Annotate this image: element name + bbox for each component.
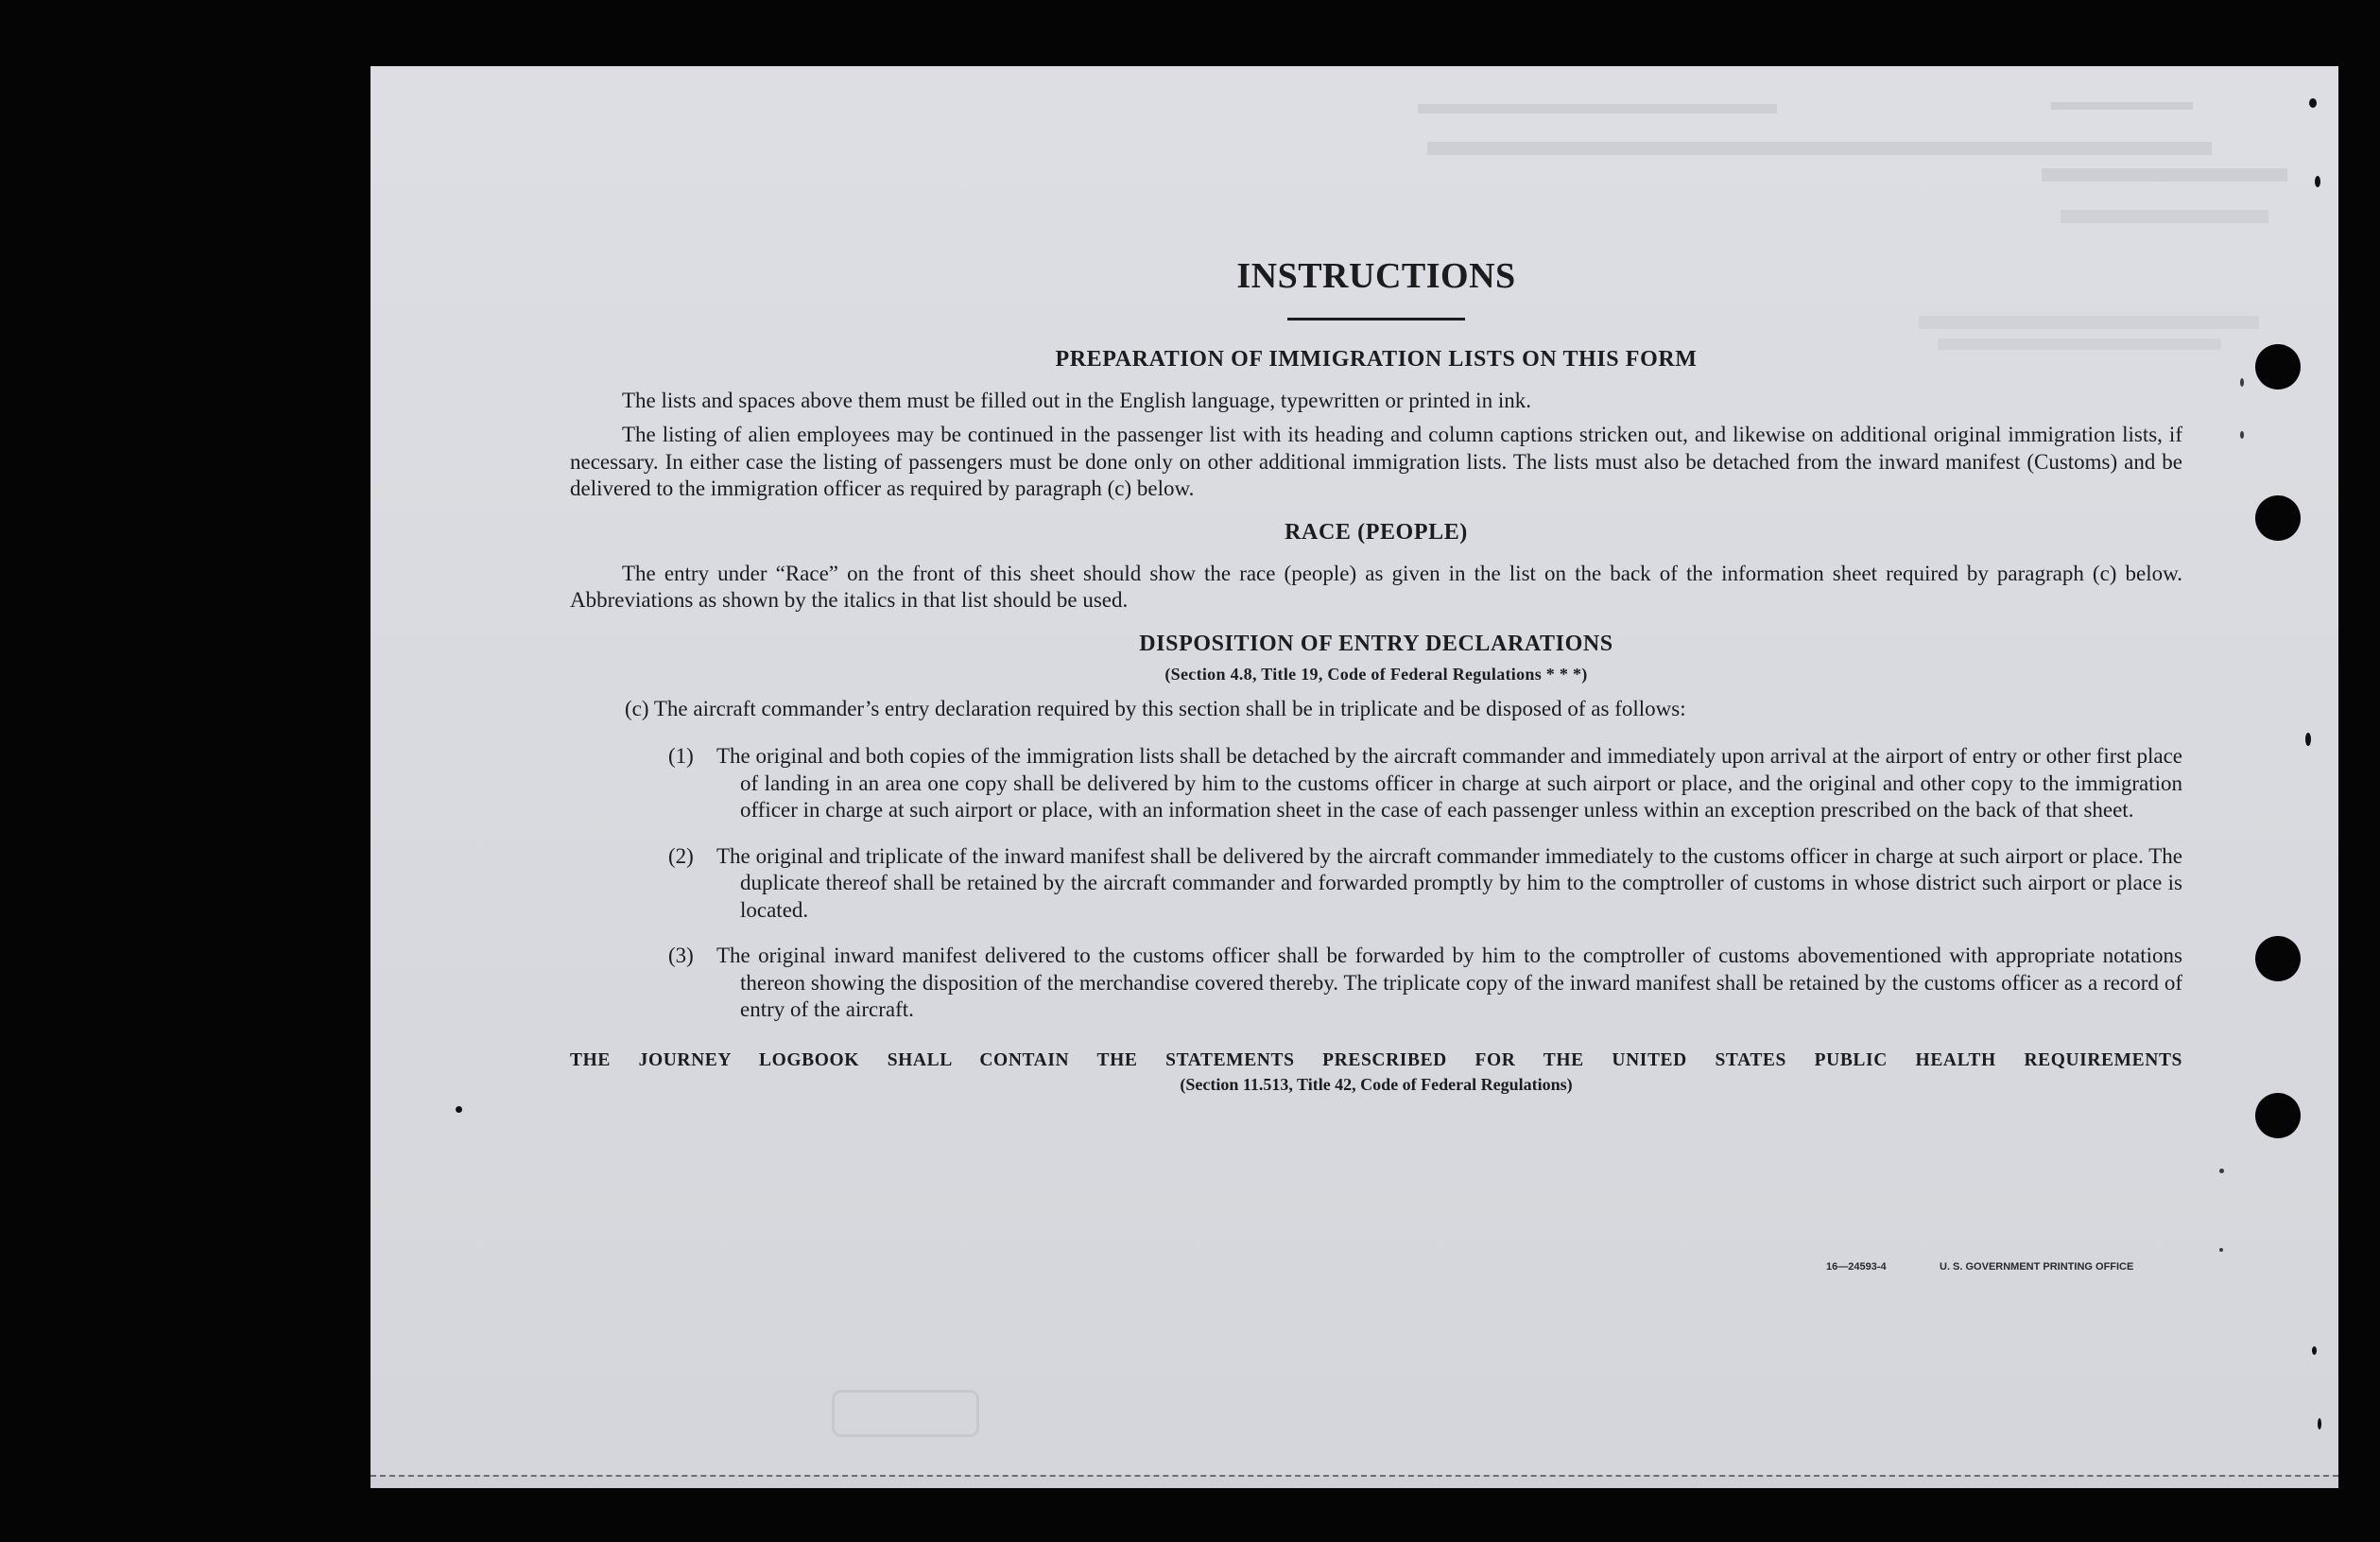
bleed-through-mark [1427, 142, 2212, 155]
preparation-paragraph-2: The listing of alien employees may be continued in the passenger list with its heading and column captions stricken out, and likewise on additional original immigration lists, if necessary. In either case the listing of passengers must be done only on other additional immigration lists. The lists must also be detached from the inward manifest (Customs) and be delivered to the immigration officer as required by paragraph (c) below. [570, 423, 2182, 501]
logbook-heading: THE JOURNEY LOGBOOK SHALL CONTAIN THE STATEMENTS PRESCRIBED FOR THE UNITED STATES PUBLIC HEALTH REQUIREMENTS [570, 1049, 2182, 1070]
punch-hole [2255, 1093, 2301, 1138]
item-number: (2) [668, 843, 694, 868]
punch-hole [2255, 936, 2301, 981]
speck [456, 1106, 462, 1113]
preparation-paragraph-1: The lists and spaces above them must be filled out in the English language, typewritten or printed in ink. [622, 388, 1531, 412]
preparation-heading: PREPARATION OF IMMIGRATION LISTS ON THIS FORM [1055, 346, 1698, 372]
race-heading: RACE (PEOPLE) [1285, 519, 1468, 545]
speck [2305, 733, 2311, 746]
speck [2312, 1346, 2317, 1355]
item-text: The original and both copies of the immigration lists shall be detached by the aircraft commander and immediately upon arrival at the airport of entry or other first place of landing in an area one copy shall be delivered by him to the customs officer in charge at such airport or place, and the original and other copy to the immigration officer in charge at such airport or place, with an information sheet in the case of each passenger unless within an exception prescribed on the back of that sheet. [716, 744, 2182, 823]
speck [2219, 1248, 2223, 1252]
disposition-intro [570, 696, 2182, 723]
punch-hole [2255, 344, 2301, 390]
page-title: INSTRUCTIONS [1236, 256, 1516, 296]
form-number: 16—24593-4 [1826, 1261, 1887, 1273]
item-number: (1) [668, 744, 694, 769]
printer-imprint: U. S. GOVERNMENT PRINTING OFFICE [1940, 1261, 2134, 1273]
bleed-through-stamp [832, 1390, 979, 1437]
perforated-edge [371, 1475, 2338, 1488]
punch-hole [2255, 495, 2301, 541]
title-rule [1287, 318, 1465, 321]
disposition-item [570, 743, 2182, 824]
bleed-through-mark [2042, 168, 2287, 182]
disposition-item [570, 843, 2182, 925]
instructions-body [570, 255, 2182, 1095]
bleed-through-mark [2061, 210, 2268, 223]
speck [2219, 1169, 2224, 1173]
speck [2240, 378, 2244, 387]
item-text: The original inward manifest delivered to the customs officer shall be forwarded by him to the comptroller of customs abovementioned with appropriate notations thereon showing the disposition of the merchandise covered thereby. The triplicate copy of the inward manifest shall be retained by the customs officer as a record of entry of the aircraft. [716, 944, 2182, 1022]
disposition-heading: DISPOSITION OF ENTRY DECLARATIONS [1139, 631, 1613, 656]
race-paragraph: The entry under “Race” on the front of this sheet should show the race (people) as given in the list on the back of the information sheet required by paragraph (c) below. Abbreviations as shown by the italics in that list should be used. [570, 561, 2182, 613]
speck [2318, 1418, 2321, 1429]
disposition-intro-text: The aircraft commander’s entry declaration required by this section shall be in triplicate and be disposed of as follows: [653, 696, 1686, 720]
speck [2315, 176, 2320, 187]
speck [2240, 431, 2244, 439]
item-number: (3) [668, 944, 694, 968]
logbook-citation: (Section 11.513, Title 42, Code of Federal Regulations) [1180, 1074, 1573, 1094]
disposition-item [570, 943, 2182, 1024]
speck [2309, 98, 2317, 108]
bleed-through-mark [1418, 104, 1777, 113]
disposition-citation: (Section 4.8, Title 19, Code of Federal Regulations * * *) [1164, 664, 1588, 684]
paragraph-label: (c) [625, 696, 649, 720]
bleed-through-mark [2051, 102, 2193, 110]
item-text: The original and triplicate of the inward manifest shall be delivered by the aircraft commander immediately to the customs officer in charge at such airport or place. The duplicate thereof shall be retained by the aircraft commander and forwarded promptly by him to the comptroller of customs in whose district such airport or place is located. [716, 843, 2182, 922]
